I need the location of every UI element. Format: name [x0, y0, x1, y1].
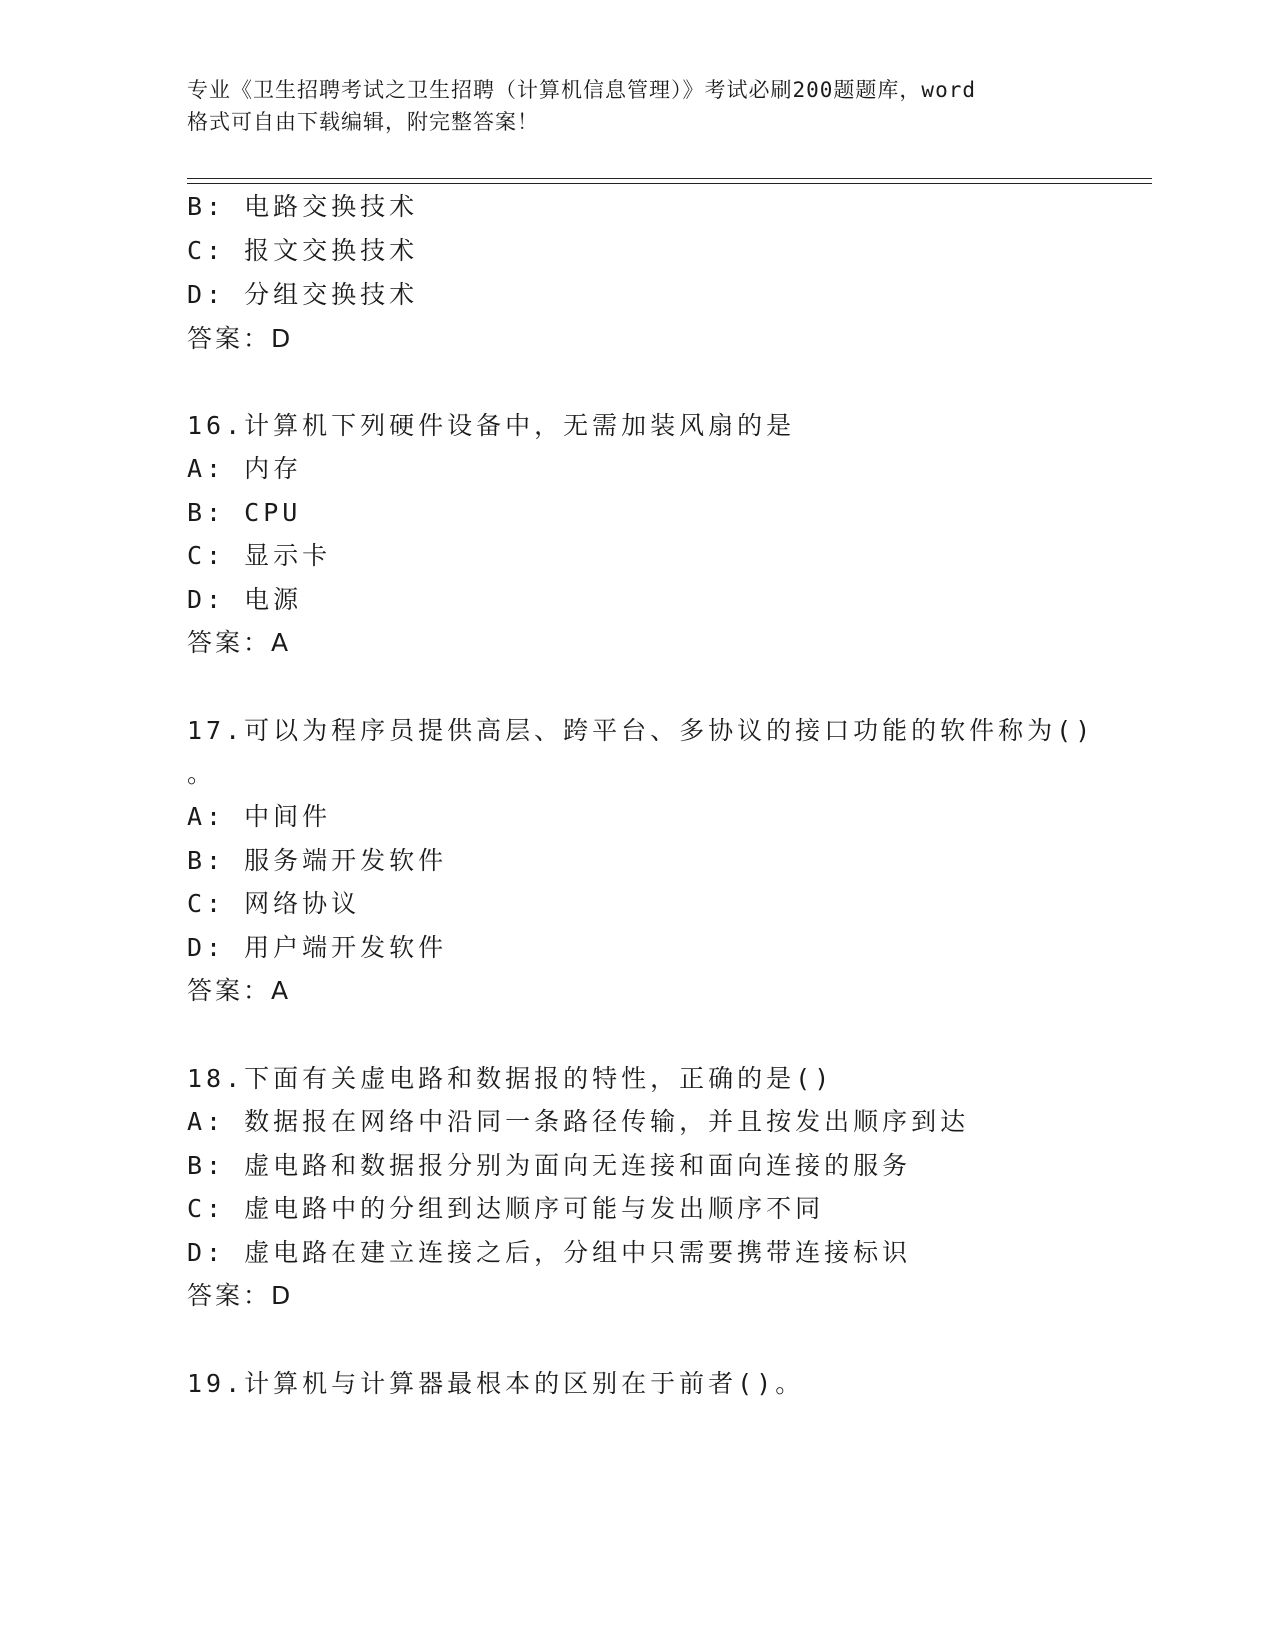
q16-answer-value: A: [271, 628, 290, 657]
q15-answer: [187, 323, 291, 355]
q16-option-b: B: CPU: [187, 498, 302, 527]
q17-option-a: A: 中间件: [187, 802, 332, 831]
q17-option-b: B: 服务端开发软件: [187, 846, 448, 875]
q16-option-d: D: 电源: [187, 585, 303, 614]
q18-option-a: A: 数据报在网络中沿同一条路径传输，并且按发出顺序到达: [187, 1107, 970, 1136]
q17-answer-label: 答案：: [187, 976, 272, 1005]
q18-question: 18.下面有关虚电路和数据报的特性，正确的是(): [187, 1064, 834, 1093]
header-line-2: 格式可自由下载编辑，附完整答案！: [187, 110, 539, 134]
q19-question: 19.计算机与计算器最根本的区别在于前者()。: [187, 1369, 805, 1398]
header-divider-top: [187, 178, 1152, 179]
q15-answer-label: 答案：: [187, 324, 272, 353]
q18-answer-value: D: [271, 1281, 292, 1310]
q18-answer: [187, 1280, 291, 1312]
q18-option-c: C: 虚电路中的分组到达顺序可能与发出顺序不同: [187, 1194, 825, 1223]
header-divider-bottom: [187, 183, 1152, 184]
document-header: [187, 74, 1087, 138]
q16-answer: [187, 627, 289, 659]
q16-option-a: A: 内存: [187, 454, 303, 483]
q17-answer-value: A: [271, 976, 290, 1005]
q18-option-b: B: 虚电路和数据报分别为面向无连接和面向连接的服务: [187, 1151, 912, 1180]
header-line-1: 专业《卫生招聘考试之卫生招聘（计算机信息管理）》考试必刷200题题库，word: [187, 78, 976, 102]
q18-answer-label: 答案：: [187, 1281, 272, 1310]
q17-option-c: C: 网络协议: [187, 889, 361, 918]
q16-question: 16.计算机下列硬件设备中，无需加装风扇的是: [187, 411, 796, 440]
q15-option-c: C: 报文交换技术: [187, 236, 419, 265]
q17-answer: [187, 975, 289, 1007]
q17-question-continuation: 。: [187, 759, 217, 788]
q15-option-d: D: 分组交换技术: [187, 280, 419, 309]
q17-option-d: D: 用户端开发软件: [187, 933, 448, 962]
q15-answer-value: D: [271, 324, 292, 353]
q17-question: 17.可以为程序员提供高层、跨平台、多协议的接口功能的软件称为(): [187, 716, 1095, 745]
q15-option-b: B: 电路交换技术: [187, 192, 419, 221]
q16-answer-label: 答案：: [187, 628, 272, 657]
q18-option-d: D: 虚电路在建立连接之后，分组中只需要携带连接标识: [187, 1238, 912, 1267]
q16-option-c: C: 显示卡: [187, 541, 332, 570]
